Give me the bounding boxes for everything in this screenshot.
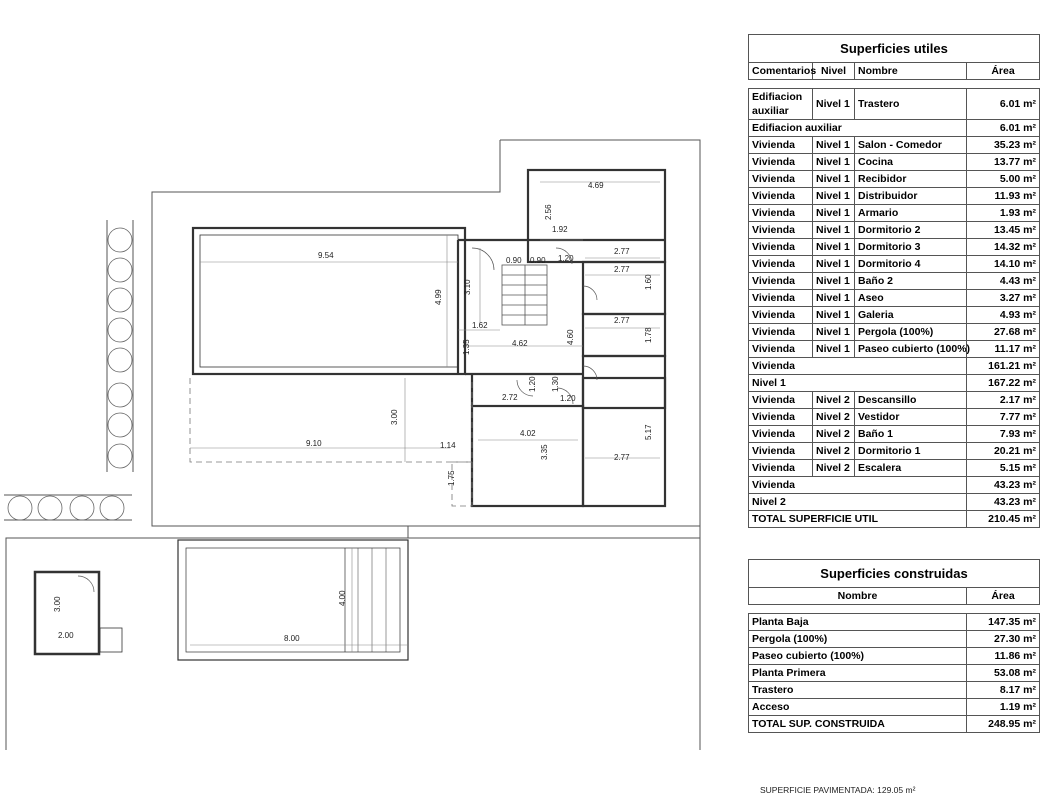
dim-label: 4.00: [338, 590, 347, 606]
table-row: [749, 682, 1040, 699]
cell-comentarios: Vivienda: [749, 137, 813, 154]
cell-comentarios: Vivienda: [749, 273, 813, 290]
cell-nombre: Pergola (100%): [855, 324, 967, 341]
cell-comentarios: Vivienda: [749, 290, 813, 307]
cell-comentarios: Vivienda: [749, 426, 813, 443]
cell-nombre: Salon - Comedor: [855, 137, 967, 154]
cell-comentarios: Nivel 1: [749, 375, 967, 392]
cell-nombre: Baño 1: [855, 426, 967, 443]
cell-area: 4.93 m²: [967, 307, 1040, 324]
cell-comentarios: Vivienda: [749, 392, 813, 409]
cell-nivel: Nivel 1: [813, 137, 855, 154]
cell-nombre: Trastero: [749, 682, 967, 699]
dim-label: 1.20: [528, 376, 537, 392]
stair-treads: [502, 265, 547, 325]
cell-comentarios: Vivienda: [749, 205, 813, 222]
dimension-lines: [190, 182, 660, 652]
table-spacer-row: [749, 605, 1040, 614]
cell-nombre: Vestidor: [855, 409, 967, 426]
cell-area: 7.93 m²: [967, 426, 1040, 443]
cell-comentarios: Vivienda: [749, 188, 813, 205]
dim-label: 5.17: [644, 424, 653, 440]
table-row: [749, 443, 1040, 460]
table-row: [749, 375, 1040, 392]
cell-area: 161.21 m²: [967, 358, 1040, 375]
dim-label: 1.78: [644, 327, 653, 343]
table-row: [749, 341, 1040, 358]
cell-comentarios: Vivienda: [749, 222, 813, 239]
table-row: [749, 171, 1040, 188]
cell-comentarios: Vivienda: [749, 409, 813, 426]
cell-nivel: Nivel 1: [813, 205, 855, 222]
cell-area: 27.30 m²: [967, 631, 1040, 648]
table-row: [749, 426, 1040, 443]
table-row: [749, 205, 1040, 222]
table-row: [749, 358, 1040, 375]
table-row: [749, 409, 1040, 426]
cell-area: 6.01 m²: [967, 89, 1040, 120]
dim-label: 1.62: [472, 321, 488, 330]
cell-nivel: Nivel 1: [813, 171, 855, 188]
dim-label: 4.62: [512, 339, 528, 348]
dim-label: 4.69: [588, 181, 604, 190]
table-row: [749, 477, 1040, 494]
cell-area: 1.93 m²: [967, 205, 1040, 222]
cell-nivel: Nivel 1: [813, 341, 855, 358]
table-row: [749, 716, 1040, 733]
superficies-utiles-table: [748, 62, 1040, 528]
cell-area: 4.43 m²: [967, 273, 1040, 290]
cell-comentarios: Vivienda: [749, 341, 813, 358]
table-header-row: [749, 63, 1040, 80]
cell-nombre: Dormitorio 2: [855, 222, 967, 239]
cell-area: 53.08 m²: [967, 665, 1040, 682]
table-row: [749, 120, 1040, 137]
table-row: [749, 290, 1040, 307]
cell-nombre: Descansillo: [855, 392, 967, 409]
hedge-horizontal: [4, 495, 132, 520]
cell-area: 13.77 m²: [967, 154, 1040, 171]
cell-comentarios: Nivel 2: [749, 494, 967, 511]
cell-nombre: Planta Primera: [749, 665, 967, 682]
table-row: [749, 307, 1040, 324]
cell-comentarios: Vivienda: [749, 256, 813, 273]
table-row: [749, 494, 1040, 511]
cell-nombre: Paseo cubierto (100%): [749, 648, 967, 665]
superficies-utiles-body: [749, 80, 1040, 528]
dim-label: 2.77: [614, 453, 630, 462]
cell-area: 2.17 m²: [967, 392, 1040, 409]
cell-area: 7.77 m²: [967, 409, 1040, 426]
dim-label: 2.00: [58, 631, 74, 640]
cell-area: 11.86 m²: [967, 648, 1040, 665]
cell-nivel: Nivel 1: [813, 89, 855, 120]
table-row: [749, 324, 1040, 341]
cell-comentarios: Vivienda: [749, 324, 813, 341]
dim-label: 0.90: [506, 256, 522, 265]
cell-area: 27.68 m²: [967, 324, 1040, 341]
cell-area: 43.23 m²: [967, 477, 1040, 494]
cell-nivel: Nivel 1: [813, 239, 855, 256]
superficies-construidas-panel: [748, 559, 1036, 733]
cell-comentarios: Vivienda: [749, 239, 813, 256]
cell-area: 1.19 m²: [967, 699, 1040, 716]
cell-nombre: Distribuidor: [855, 188, 967, 205]
cell-area: 35.23 m²: [967, 137, 1040, 154]
cell-area: 210.45 m²: [967, 511, 1040, 528]
dim-label: 2.77: [614, 247, 630, 256]
dim-label: 3.35: [540, 444, 549, 460]
dim-label: 4.60: [566, 329, 575, 345]
table-row: [749, 665, 1040, 682]
cell-area: 11.17 m²: [967, 341, 1040, 358]
table-row: [749, 699, 1040, 716]
cell-nivel: Nivel 1: [813, 188, 855, 205]
cell-nombre: Pergola (100%): [749, 631, 967, 648]
cell-area: 5.00 m²: [967, 171, 1040, 188]
dim-label: 2.56: [544, 204, 553, 220]
cell-nivel: Nivel 1: [813, 273, 855, 290]
cell-area: 20.21 m²: [967, 443, 1040, 460]
superficie-pavimentada-note: SUPERFICIE PAVIMENTADA: 129.05 m²: [760, 785, 916, 795]
table-spacer-row: [749, 80, 1040, 89]
dim-label: 2.77: [614, 265, 630, 274]
table-row: [749, 648, 1040, 665]
dim-label: 3.00: [53, 596, 62, 612]
cell-nivel: Nivel 2: [813, 392, 855, 409]
cell-area: 43.23 m²: [967, 494, 1040, 511]
col-header-area: Área: [967, 588, 1040, 605]
dim-label: 4.02: [520, 429, 536, 438]
cell-nombre: Dormitorio 3: [855, 239, 967, 256]
cell-nombre: Escalera: [855, 460, 967, 477]
spacer-cell: [749, 80, 1040, 89]
cell-nombre: Aseo: [855, 290, 967, 307]
superficies-construidas-table: [748, 587, 1040, 733]
cell-nivel: Nivel 1: [813, 290, 855, 307]
dim-label: 4.99: [434, 289, 443, 305]
dim-label: 2.77: [614, 316, 630, 325]
cell-nivel: Nivel 1: [813, 154, 855, 171]
col-header-nombre: Nombre: [749, 588, 967, 605]
cell-area: 248.95 m²: [967, 716, 1040, 733]
dim-label: 1.14: [440, 441, 456, 450]
cell-nombre: Recibidor: [855, 171, 967, 188]
cell-area: 167.22 m²: [967, 375, 1040, 392]
cell-area: 3.27 m²: [967, 290, 1040, 307]
dim-label: 3.00: [390, 409, 399, 425]
col-header-nivel: Nivel: [813, 63, 855, 80]
dim-label: 1.30: [551, 376, 560, 392]
dim-label: 2.72: [502, 393, 518, 402]
col-header-nombre: Nombre: [855, 63, 967, 80]
table-row: [749, 239, 1040, 256]
cell-comentarios: Edifiacion auxiliar: [749, 89, 813, 120]
cell-nombre: Dormitorio 4: [855, 256, 967, 273]
cell-area: 8.17 m²: [967, 682, 1040, 699]
cell-nivel: Nivel 2: [813, 426, 855, 443]
cell-nombre: Dormitorio 1: [855, 443, 967, 460]
dim-label: 9.54: [318, 251, 334, 260]
cell-area: 147.35 m²: [967, 614, 1040, 631]
table-row: [749, 392, 1040, 409]
dim-label: 9.10: [306, 439, 322, 448]
pergola-outline: [190, 378, 472, 506]
table-header-row: [749, 588, 1040, 605]
table-row: [749, 89, 1040, 120]
cell-nombre: Acceso: [749, 699, 967, 716]
cell-nombre: Planta Baja: [749, 614, 967, 631]
table-row: [749, 460, 1040, 477]
cell-nivel: Nivel 1: [813, 256, 855, 273]
dim-label: 1.20: [560, 394, 576, 403]
table-row: [749, 631, 1040, 648]
dim-label: 1.92: [552, 225, 568, 234]
plot-outline: [6, 526, 700, 750]
cell-nombre: Trastero: [855, 89, 967, 120]
auxiliary-building: [35, 572, 122, 654]
cell-comentarios: Edifiacion auxiliar: [749, 120, 967, 137]
table-row: [749, 614, 1040, 631]
dim-label: 1.75: [447, 470, 456, 486]
terrace-outline: [152, 140, 700, 538]
col-header-comentarios: Comentarios: [749, 63, 813, 80]
cell-area: 5.15 m²: [967, 460, 1040, 477]
cell-comentarios: Vivienda: [749, 171, 813, 188]
spacer-cell: [749, 605, 1040, 614]
dim-label: 1.20: [558, 254, 574, 263]
cell-comentarios: Vivienda: [749, 358, 967, 375]
cell-comentarios: Vivienda: [749, 443, 813, 460]
superficies-utiles-panel: [748, 34, 1036, 528]
superficies-construidas-body: [749, 605, 1040, 733]
table-row: [749, 154, 1040, 171]
dim-label: 1.60: [644, 274, 653, 290]
table-row: [749, 273, 1040, 290]
hedge-circles: [8, 228, 132, 520]
cell-comentarios: TOTAL SUPERFICIE UTIL: [749, 511, 967, 528]
dim-label: 8.00: [284, 634, 300, 643]
table-row: [749, 137, 1040, 154]
cell-nivel: Nivel 2: [813, 443, 855, 460]
col-header-area: Área: [967, 63, 1040, 80]
table-row: [749, 256, 1040, 273]
cell-nivel: Nivel 1: [813, 324, 855, 341]
cell-nombre: TOTAL SUP. CONSTRUIDA: [749, 716, 967, 733]
cell-area: 13.45 m²: [967, 222, 1040, 239]
dim-label: 3.10: [463, 279, 472, 295]
cell-area: 14.32 m²: [967, 239, 1040, 256]
cell-nombre: Galeria: [855, 307, 967, 324]
superficies-utiles-title: Superficies utiles: [748, 34, 1040, 62]
cell-area: 6.01 m²: [967, 120, 1040, 137]
cell-nombre: Cocina: [855, 154, 967, 171]
cell-nivel: Nivel 2: [813, 409, 855, 426]
cell-area: 11.93 m²: [967, 188, 1040, 205]
cell-comentarios: Vivienda: [749, 307, 813, 324]
dim-label: 1.35: [462, 339, 471, 355]
table-row: [749, 222, 1040, 239]
cell-nivel: Nivel 1: [813, 222, 855, 239]
cell-area: 14.10 m²: [967, 256, 1040, 273]
cell-nombre: Armario: [855, 205, 967, 222]
cell-comentarios: Vivienda: [749, 460, 813, 477]
table-row: [749, 188, 1040, 205]
cell-nivel: Nivel 1: [813, 307, 855, 324]
house-walls: [193, 170, 665, 506]
cell-nombre: Baño 2: [855, 273, 967, 290]
dim-label: 0.90: [530, 256, 546, 265]
superficies-construidas-title: Superficies construidas: [748, 559, 1040, 587]
cell-nombre: Paseo cubierto (100%): [855, 341, 967, 358]
table-row: [749, 511, 1040, 528]
cell-comentarios: Vivienda: [749, 154, 813, 171]
cell-nivel: Nivel 2: [813, 460, 855, 477]
cell-comentarios: Vivienda: [749, 477, 967, 494]
